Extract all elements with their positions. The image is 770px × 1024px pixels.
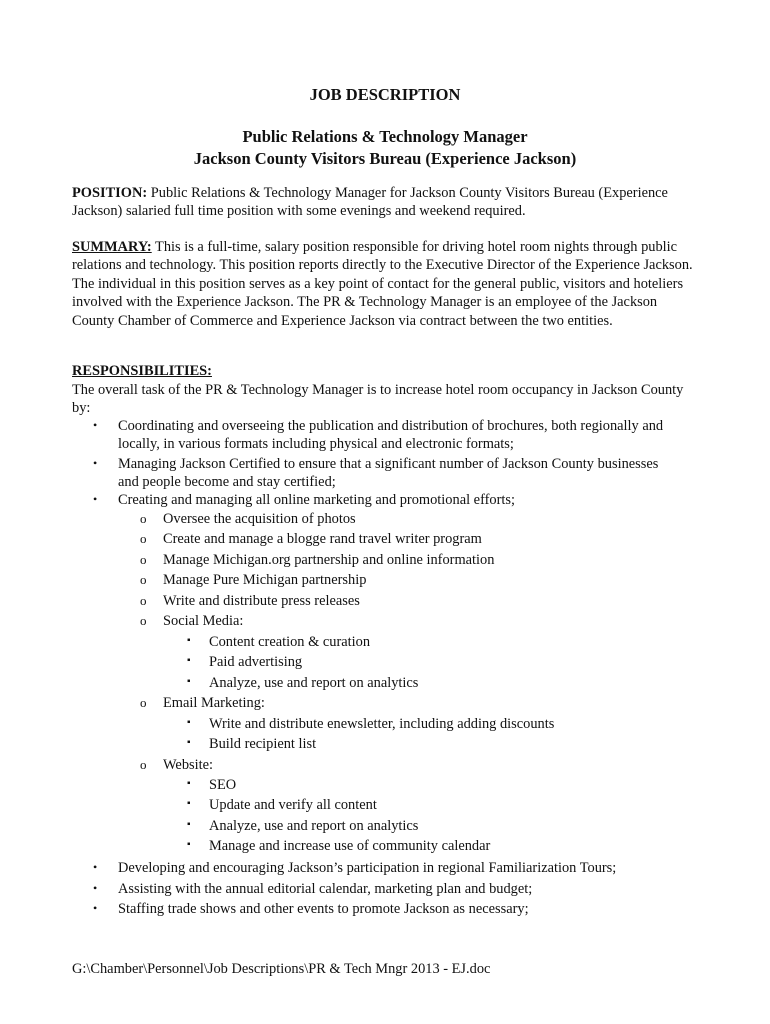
sub-list-item: Oversee the acquisition of photos — [163, 511, 356, 527]
square-bullet-marker: ▪ — [187, 778, 191, 789]
square-bullet-marker: ▪ — [187, 737, 191, 748]
sub-sub-list-item: Analyze, use and report on analytics — [209, 675, 419, 691]
sub-sub-list-item: Write and distribute enewsletter, including adding discounts — [209, 716, 555, 732]
square-bullet-marker: ▪ — [187, 819, 191, 830]
sub-sub-list-item: Build recipient list — [209, 736, 317, 752]
list-item: Staffing trade shows and other events to promote Jackson as necessary; — [118, 901, 529, 917]
bullet-marker: • — [93, 418, 98, 432]
list-item-continuation: locally, in various formats including physical and electronic formats; — [118, 436, 514, 452]
list-item: Creating and managing all online marketing and promotional efforts; — [118, 492, 515, 508]
summary-label: SUMMARY: — [72, 239, 152, 255]
square-bullet-marker: ▪ — [187, 717, 191, 728]
bullet-marker: • — [93, 860, 98, 874]
bullet-marker: • — [93, 456, 98, 470]
sub-sub-list-item: SEO — [209, 777, 237, 793]
sub-sub-list-item: Analyze, use and report on analytics — [209, 818, 419, 834]
sub-sub-list-item: Manage and increase use of community calendar — [209, 838, 491, 854]
square-bullet-marker: ▪ — [187, 655, 191, 666]
sub-list-item: Social Media: — [163, 613, 244, 629]
sub-list-item: Create and manage a blogge rand travel writer program — [163, 531, 482, 547]
responsibilities-heading: RESPONSIBILITIES: — [72, 363, 212, 379]
sub-sub-list-item: Paid advertising — [209, 654, 303, 670]
sub-list-item: Write and distribute press releases — [163, 593, 360, 609]
summary-paragraph — [72, 238, 702, 330]
list-item-continuation: and people become and stay certified; — [118, 474, 336, 490]
square-bullet-marker: ▪ — [187, 839, 191, 850]
sub-sub-list-item: Content creation & curation — [209, 634, 371, 650]
sub-bullet-marker: o — [140, 593, 147, 608]
square-bullet-marker: ▪ — [187, 635, 191, 646]
document-title: JOB DESCRIPTION — [309, 85, 461, 104]
sub-list-item: Manage Pure Michigan partnership — [163, 572, 367, 588]
sub-bullet-marker: o — [140, 511, 147, 526]
list-item: Developing and encouraging Jackson’s participation in regional Familiarization Tours; — [118, 860, 617, 876]
job-title: Public Relations & Technology Manager — [242, 127, 528, 146]
sub-bullet-marker: o — [140, 572, 147, 587]
list-item: Assisting with the annual editorial calendar, marketing plan and budget; — [118, 881, 533, 897]
sub-bullet-marker: o — [140, 695, 147, 710]
sub-list-item: Website: — [163, 757, 213, 773]
list-item: Managing Jackson Certified to ensure that a significant number of Jackson County businesses — [118, 456, 659, 472]
responsibilities-intro: The overall task of the PR & Technology Manager is to increase hotel room occupancy in Jackson County by: — [72, 382, 684, 417]
sub-sub-list-item: Update and verify all content — [209, 797, 377, 813]
sub-bullet-marker: o — [140, 531, 147, 546]
position-paragraph — [72, 184, 702, 221]
position-label: POSITION: — [72, 185, 148, 201]
bullet-marker: • — [93, 881, 98, 895]
square-bullet-marker: ▪ — [187, 676, 191, 687]
sub-bullet-marker: o — [140, 757, 147, 772]
bullet-marker: • — [93, 901, 98, 915]
position-text: Public Relations & Technology Manager for Jackson County Visitors Bureau (Experience Jackson) salaried full time position with some evenings and weekend required. — [72, 185, 668, 220]
sub-bullet-marker: o — [140, 613, 147, 628]
square-bullet-marker: ▪ — [187, 798, 191, 809]
sub-bullet-marker: o — [140, 552, 147, 567]
summary-text: This is a full-time, salary position responsible for driving hotel room nights through public relations and technology. This position reports directly to the Executive Director of the Experience Jackson. The individual in this position serves as a key point of contact for the general public, visitors and hoteliers involved with the Experience Jackson. The PR & Technology Manager is an employee of the Jackson County Chamber of Commerce and Experience Jackson via contract between the two entities. — [72, 239, 693, 329]
bullet-marker: • — [93, 492, 98, 506]
file-path-footer: G:\Chamber\Personnel\Job Descriptions\PR & Tech Mngr 2013 - EJ.doc — [72, 961, 491, 977]
sub-list-item: Manage Michigan.org partnership and online information — [163, 552, 495, 568]
sub-list-item: Email Marketing: — [163, 695, 265, 711]
list-item: Coordinating and overseeing the publication and distribution of brochures, both regionally and — [118, 418, 664, 434]
organization-title: Jackson County Visitors Bureau (Experience Jackson) — [193, 149, 577, 168]
